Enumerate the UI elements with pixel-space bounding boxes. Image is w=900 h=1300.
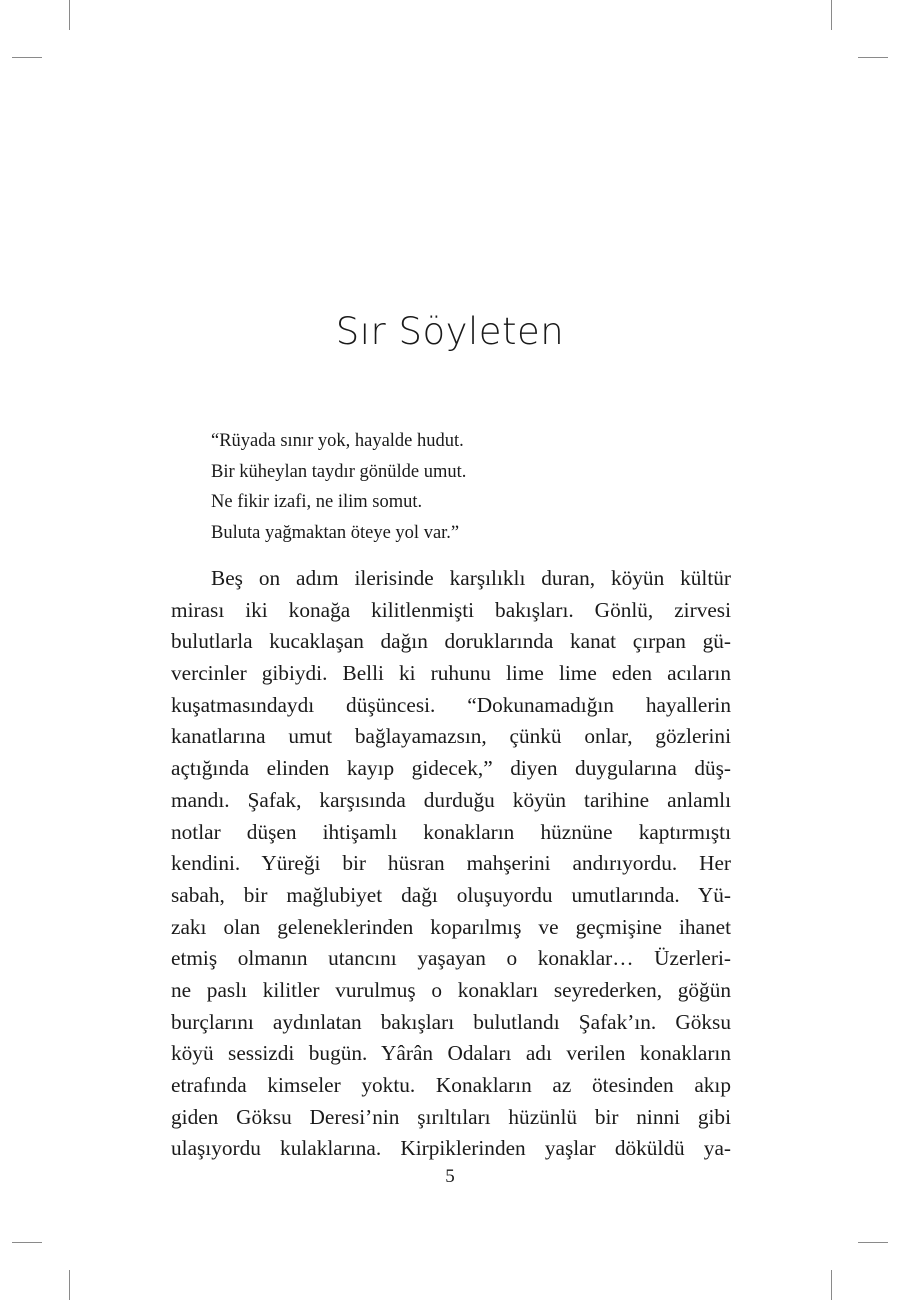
- body-line: vercinler gibiydi. Belli ki ruhunu lime lime eden acıların: [171, 661, 731, 686]
- epigraph-line: “Rüyada sınır yok, hayalde hudut.: [211, 431, 464, 451]
- body-line: kanatlarına umut bağlayamazsın, çünkü onlar, gözlerini: [171, 724, 731, 749]
- chapter-title: Sır Söyleten: [335, 310, 565, 353]
- crop-mark-top-right: [831, 0, 832, 30]
- body-line: notlar düşen ihtişamlı konakların hüznüne kaptırmıştı: [171, 819, 731, 844]
- crop-mark-top-left-h: [12, 57, 42, 58]
- body-line: etrafında kimseler yoktu. Konakların az ötesinden akıp: [171, 1073, 731, 1097]
- crop-mark-bottom-left: [69, 1270, 70, 1300]
- epigraph-line: Ne fikir izafi, ne ilim somut.: [211, 492, 423, 512]
- crop-mark-bottom-left-h: [12, 1242, 42, 1243]
- epigraph-line: Buluta yağmaktan öteye yol var.”: [211, 522, 460, 543]
- body-line: mirası iki konağa kilitlenmişti bakışları. Gönlü, zirvesi: [171, 597, 731, 622]
- body-line: mandı. Şafak, karşısında durduğu köyün tarihine anlamlı: [171, 787, 731, 812]
- body-line: köyü sessizdi bugün. Yârân Odaları adı verilen konakların: [171, 1041, 731, 1066]
- crop-mark-top-right-h: [858, 57, 888, 58]
- body-line: kendini. Yüreği bir hüsran mahşerini andırıyordu. Her: [171, 851, 731, 876]
- epigraph-line: Bir küheylan taydır gönülde umut.: [211, 461, 467, 482]
- body-line: Beş on adım ilerisinde karşılıklı duran, köyün kültür: [211, 566, 731, 590]
- body-line: bulutlarla kucaklaşan dağın doruklarında kanat çırpan gü-: [171, 629, 731, 654]
- body-line: açtığında elinden kayıp gidecek,” diyen duygularına düş-: [171, 756, 731, 781]
- body-line: giden Göksu Deresi’nin şırıltıları hüzünlü bir ninni gibi: [171, 1104, 731, 1129]
- crop-mark-bottom-right: [831, 1270, 832, 1300]
- epigraph: [211, 426, 731, 548]
- body-line: etmiş olmanın utancını yaşayan o konaklar… Üzerleri-: [171, 946, 731, 971]
- body-line: ne paslı kilitler vurulmuş o konakları seyrederken, göğün: [171, 977, 731, 1002]
- body-line: burçlarını aydınlatan bakışları bulutlandı Şafak’ın. Göksu: [171, 1009, 731, 1034]
- crop-mark-top-left: [69, 0, 70, 30]
- body-line: zakı olan geleneklerinden koparılmış ve geçmişine ihanet: [171, 914, 731, 939]
- body-line: sabah, bir mağlubiyet dağı oluşuyordu umutlarında. Yü-: [171, 882, 731, 907]
- body-line: ulaşıyordu kulaklarına. Kirpiklerinden yaşlar döküldü ya-: [171, 1136, 731, 1161]
- body-paragraph: [171, 563, 731, 1165]
- page-number: 5: [445, 1166, 455, 1187]
- body-line: kuşatmasındaydı düşüncesi. “Dokunamadığın hayallerin: [171, 692, 731, 717]
- crop-mark-bottom-right-h: [858, 1242, 888, 1243]
